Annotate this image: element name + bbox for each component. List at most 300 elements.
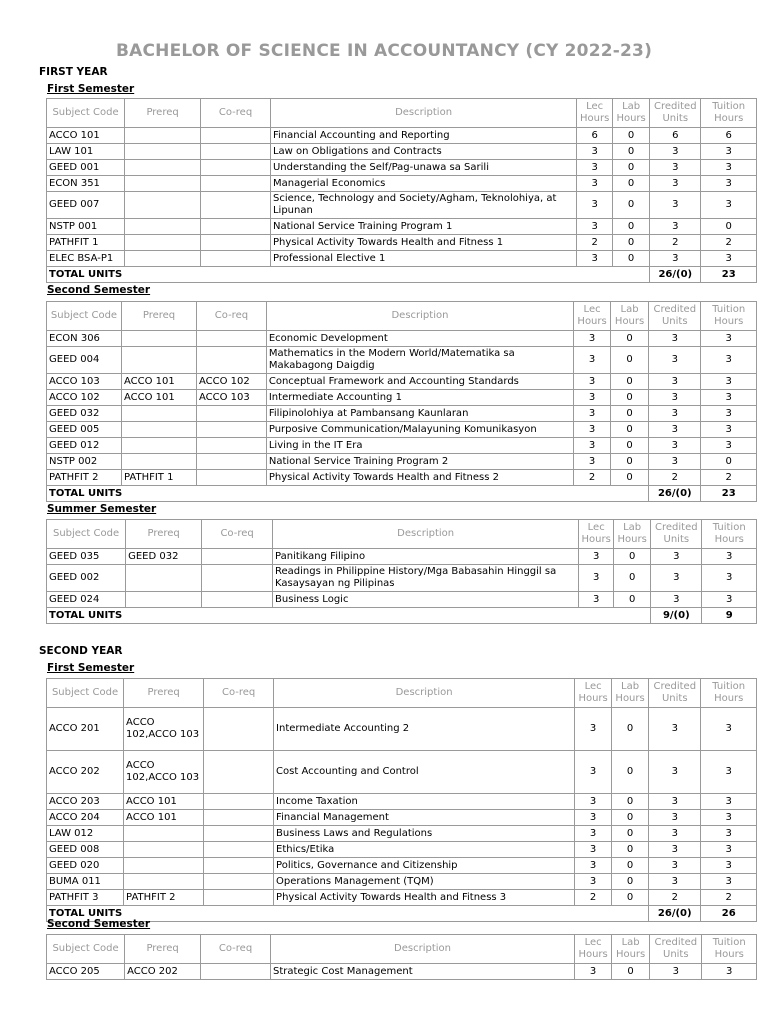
- cell-prereq: [124, 842, 204, 858]
- cell-prereq: ACCO 202: [125, 964, 201, 980]
- cell-tuition: 3: [701, 842, 757, 858]
- cell-lab: 0: [612, 858, 649, 874]
- cell-code: ECON 306: [47, 331, 122, 347]
- cell-coreq: [201, 128, 271, 144]
- cell-lab: 0: [611, 438, 649, 454]
- cell-code: ELEC BSA-P1: [47, 251, 125, 267]
- cell-lab: 0: [613, 176, 650, 192]
- cell-lab: 0: [612, 874, 649, 890]
- column-header: Co-req: [202, 520, 273, 549]
- cell-desc: National Service Training Program 1: [270, 219, 576, 235]
- cell-lab: 0: [613, 235, 650, 251]
- cell-code: GEED 007: [47, 192, 125, 219]
- cell-units: 3: [650, 192, 701, 219]
- cell-code: ACCO 203: [47, 794, 124, 810]
- table-row: [47, 438, 757, 454]
- cell-code: NSTP 001: [47, 219, 125, 235]
- cell-lec: 3: [574, 347, 611, 374]
- cell-desc: Professional Elective 1: [270, 251, 576, 267]
- cell-units: 6: [650, 128, 701, 144]
- cell-coreq: [204, 810, 274, 826]
- cell-desc: Business Logic: [273, 592, 579, 608]
- cell-units: 3: [650, 160, 701, 176]
- cell-coreq: [197, 422, 267, 438]
- page-title: BACHELOR OF SCIENCE IN ACCOUNTANCY (CY 2022-23): [115, 41, 653, 61]
- column-header: Lec Hours: [575, 935, 612, 964]
- column-header: Prereq: [124, 679, 204, 708]
- curriculum-table: [46, 678, 757, 922]
- column-header: Lab Hours: [614, 520, 651, 549]
- cell-desc: Intermediate Accounting 2: [274, 708, 575, 751]
- cell-coreq: [201, 235, 271, 251]
- table-row: [47, 565, 757, 592]
- column-header: Description: [266, 302, 573, 331]
- cell-desc: Business Laws and Regulations: [274, 826, 575, 842]
- cell-units: 3: [649, 374, 701, 390]
- cell-desc: Physical Activity Towards Health and Fitness 1: [270, 235, 576, 251]
- cell-coreq: [204, 751, 274, 794]
- cell-lec: 3: [574, 374, 611, 390]
- cell-tuition: 3: [702, 549, 757, 565]
- column-header: Credited Units: [651, 520, 702, 549]
- total-label: TOTAL UNITS: [47, 486, 649, 502]
- year-heading: FIRST YEAR: [39, 66, 108, 78]
- semester-heading: First Semester: [47, 662, 135, 674]
- cell-lec: 2: [577, 235, 613, 251]
- cell-tuition: 3: [701, 192, 757, 219]
- cell-code: GEED 032: [47, 406, 122, 422]
- column-header: Description: [270, 99, 576, 128]
- cell-lab: 0: [611, 470, 649, 486]
- column-header: Lec Hours: [575, 679, 612, 708]
- cell-lab: 0: [612, 890, 649, 906]
- cell-desc: Conceptual Framework and Accounting Standards: [266, 374, 573, 390]
- table-row: [47, 842, 757, 858]
- cell-prereq: PATHFIT 2: [124, 890, 204, 906]
- column-header: Co-req: [201, 99, 271, 128]
- column-header: Tuition Hours: [702, 935, 757, 964]
- cell-lab: 0: [612, 751, 649, 794]
- cell-units: 3: [651, 592, 702, 608]
- cell-lec: 3: [575, 842, 612, 858]
- table-row: [47, 251, 757, 267]
- cell-desc: Economic Development: [266, 331, 573, 347]
- curriculum-table: [46, 98, 757, 283]
- cell-units: 3: [649, 751, 701, 794]
- cell-coreq: [197, 331, 267, 347]
- cell-lec: 3: [574, 406, 611, 422]
- cell-desc: National Service Training Program 2: [266, 454, 573, 470]
- table-row: [47, 347, 757, 374]
- cell-lab: 0: [612, 964, 650, 980]
- cell-coreq: [201, 964, 271, 980]
- cell-tuition: 6: [701, 128, 757, 144]
- cell-code: GEED 002: [47, 565, 126, 592]
- table-row: [47, 406, 757, 422]
- curriculum-table: [46, 519, 757, 624]
- cell-code: LAW 101: [47, 144, 125, 160]
- column-header: Credited Units: [649, 302, 701, 331]
- cell-prereq: [124, 874, 204, 890]
- cell-desc: Understanding the Self/Pag-unawa sa Sarili: [270, 160, 576, 176]
- cell-lab: 0: [614, 565, 651, 592]
- cell-code: GEED 001: [47, 160, 125, 176]
- column-header: Lab Hours: [612, 935, 650, 964]
- cell-desc: Financial Accounting and Reporting: [270, 128, 576, 144]
- cell-code: ACCO 103: [47, 374, 122, 390]
- column-header: Lec Hours: [577, 99, 613, 128]
- cell-prereq: [125, 176, 201, 192]
- cell-units: 3: [649, 874, 701, 890]
- total-units: 26/(0): [649, 486, 701, 502]
- cell-units: 3: [649, 708, 701, 751]
- semester-heading: Second Semester: [47, 284, 151, 296]
- header-row: [47, 520, 757, 549]
- cell-desc: Intermediate Accounting 1: [266, 390, 573, 406]
- cell-lec: 3: [574, 390, 611, 406]
- cell-units: 3: [649, 406, 701, 422]
- cell-units: 3: [649, 842, 701, 858]
- cell-lab: 0: [611, 406, 649, 422]
- cell-units: 2: [650, 235, 701, 251]
- cell-coreq: [201, 144, 271, 160]
- table-row: [47, 454, 757, 470]
- cell-desc: Operations Management (TQM): [274, 874, 575, 890]
- cell-code: ACCO 201: [47, 708, 124, 751]
- cell-desc: Managerial Economics: [270, 176, 576, 192]
- cell-lab: 0: [613, 160, 650, 176]
- cell-code: ACCO 102: [47, 390, 122, 406]
- cell-lec: 2: [575, 890, 612, 906]
- cell-units: 3: [649, 858, 701, 874]
- cell-lab: 0: [611, 347, 649, 374]
- cell-code: ACCO 101: [47, 128, 125, 144]
- cell-prereq: [122, 406, 197, 422]
- column-header: Lec Hours: [574, 302, 611, 331]
- column-header: Prereq: [122, 302, 197, 331]
- cell-tuition: 3: [702, 592, 757, 608]
- cell-tuition: 0: [701, 454, 757, 470]
- header-row: [47, 99, 757, 128]
- cell-coreq: [197, 406, 267, 422]
- cell-coreq: [201, 219, 271, 235]
- table-row: [47, 751, 757, 794]
- total-row: [47, 906, 757, 922]
- table-row: [47, 794, 757, 810]
- column-header: Tuition Hours: [701, 679, 757, 708]
- cell-tuition: 3: [701, 874, 757, 890]
- cell-units: 3: [649, 454, 701, 470]
- cell-coreq: [201, 192, 271, 219]
- cell-code: PATHFIT 3: [47, 890, 124, 906]
- cell-desc: Science, Technology and Society/Agham, Teknolohiya, at Lipunan: [270, 192, 576, 219]
- cell-units: 3: [649, 438, 701, 454]
- header-row: [47, 302, 757, 331]
- table-row: [47, 826, 757, 842]
- total-label: TOTAL UNITS: [47, 906, 649, 922]
- cell-units: 3: [650, 219, 701, 235]
- total-tuition: 23: [701, 486, 757, 502]
- column-header: Co-req: [197, 302, 267, 331]
- table-row: [47, 390, 757, 406]
- column-header: Tuition Hours: [701, 99, 757, 128]
- header-row: [47, 935, 757, 964]
- cell-lec: 3: [575, 826, 612, 842]
- semester-heading: Summer Semester: [47, 503, 157, 515]
- cell-coreq: [204, 858, 274, 874]
- total-tuition: 9: [702, 608, 757, 624]
- cell-lec: 3: [579, 592, 614, 608]
- cell-units: 3: [650, 144, 701, 160]
- cell-code: GEED 024: [47, 592, 126, 608]
- cell-prereq: [122, 422, 197, 438]
- column-header: Prereq: [125, 99, 201, 128]
- cell-coreq: [197, 438, 267, 454]
- table-row: [47, 592, 757, 608]
- cell-units: 3: [650, 964, 702, 980]
- cell-lab: 0: [612, 810, 649, 826]
- cell-lec: 3: [574, 422, 611, 438]
- cell-tuition: 3: [701, 331, 757, 347]
- cell-lec: 3: [579, 549, 614, 565]
- column-header: Lab Hours: [613, 99, 650, 128]
- cell-tuition: 2: [701, 890, 757, 906]
- cell-lec: 3: [574, 438, 611, 454]
- cell-tuition: 3: [701, 374, 757, 390]
- cell-prereq: [125, 144, 201, 160]
- cell-desc: Law on Obligations and Contracts: [270, 144, 576, 160]
- cell-tuition: 3: [701, 751, 757, 794]
- table-row: [47, 374, 757, 390]
- cell-code: PATHFIT 2: [47, 470, 122, 486]
- cell-tuition: 3: [701, 810, 757, 826]
- cell-units: 2: [649, 890, 701, 906]
- cell-lab: 0: [613, 219, 650, 235]
- cell-units: 3: [651, 549, 702, 565]
- cell-coreq: [204, 826, 274, 842]
- cell-coreq: [201, 251, 271, 267]
- cell-prereq: [122, 331, 197, 347]
- cell-desc: Financial Management: [274, 810, 575, 826]
- cell-units: 3: [649, 810, 701, 826]
- total-label: TOTAL UNITS: [47, 608, 651, 624]
- table-row: [47, 470, 757, 486]
- cell-lec: 3: [577, 144, 613, 160]
- cell-units: 3: [650, 176, 701, 192]
- cell-coreq: [201, 176, 271, 192]
- table-row: [47, 160, 757, 176]
- table-row: [47, 810, 757, 826]
- cell-lec: 3: [577, 176, 613, 192]
- total-tuition: 23: [701, 267, 757, 283]
- cell-desc: Readings in Philippine History/Mga Babasahin Hinggil sa Kasaysayan ng Pilipinas: [273, 565, 579, 592]
- cell-tuition: 3: [702, 964, 757, 980]
- cell-prereq: [122, 454, 197, 470]
- cell-desc: Mathematics in the Modern World/Matematika sa Makabagong Daigdig: [266, 347, 573, 374]
- column-header: Subject Code: [47, 520, 126, 549]
- cell-lab: 0: [611, 331, 649, 347]
- cell-desc: Income Taxation: [274, 794, 575, 810]
- total-row: [47, 267, 757, 283]
- cell-prereq: [125, 160, 201, 176]
- table-row: [47, 549, 757, 565]
- cell-coreq: [197, 454, 267, 470]
- table-row: [47, 890, 757, 906]
- cell-lab: 0: [611, 390, 649, 406]
- cell-tuition: 3: [701, 406, 757, 422]
- column-header: Lab Hours: [612, 679, 649, 708]
- cell-code: GEED 035: [47, 549, 126, 565]
- column-header: Description: [273, 520, 579, 549]
- table-row: [47, 192, 757, 219]
- cell-desc: Living in the IT Era: [266, 438, 573, 454]
- column-header: Subject Code: [47, 935, 125, 964]
- column-header: Subject Code: [47, 99, 125, 128]
- cell-desc: Physical Activity Towards Health and Fitness 3: [274, 890, 575, 906]
- cell-coreq: [197, 470, 267, 486]
- cell-lec: 3: [574, 331, 611, 347]
- table-row: [47, 422, 757, 438]
- cell-code: GEED 012: [47, 438, 122, 454]
- column-header: Subject Code: [47, 679, 124, 708]
- header-row: [47, 679, 757, 708]
- table-row: [47, 176, 757, 192]
- column-header: Lec Hours: [579, 520, 614, 549]
- cell-lec: 2: [574, 470, 611, 486]
- cell-code: GEED 004: [47, 347, 122, 374]
- cell-desc: Purposive Communication/Malayuning Komunikasyon: [266, 422, 573, 438]
- cell-tuition: 3: [701, 858, 757, 874]
- column-header: Description: [274, 679, 575, 708]
- table-row: [47, 964, 757, 980]
- cell-prereq: [125, 192, 201, 219]
- cell-units: 3: [649, 331, 701, 347]
- column-header: Prereq: [125, 935, 201, 964]
- cell-lec: 3: [577, 192, 613, 219]
- cell-coreq: [201, 160, 271, 176]
- table-row: [47, 708, 757, 751]
- column-header: Credited Units: [649, 679, 701, 708]
- cell-units: 3: [649, 390, 701, 406]
- cell-tuition: 3: [701, 794, 757, 810]
- cell-prereq: [125, 235, 201, 251]
- cell-lec: 3: [577, 219, 613, 235]
- cell-code: ECON 351: [47, 176, 125, 192]
- cell-tuition: 3: [701, 251, 757, 267]
- cell-lab: 0: [613, 128, 650, 144]
- cell-code: ACCO 202: [47, 751, 124, 794]
- cell-coreq: [202, 565, 273, 592]
- curriculum-table: [46, 301, 757, 502]
- cell-lab: 0: [612, 794, 649, 810]
- cell-code: GEED 020: [47, 858, 124, 874]
- total-units: 26/(0): [650, 267, 701, 283]
- cell-lec: 3: [577, 251, 613, 267]
- cell-coreq: [204, 890, 274, 906]
- cell-desc: Filipinolohiya at Pambansang Kaunlaran: [266, 406, 573, 422]
- cell-desc: Physical Activity Towards Health and Fitness 2: [266, 470, 573, 486]
- total-units: 26/(0): [649, 906, 701, 922]
- cell-prereq: ACCO 101: [122, 374, 197, 390]
- cell-prereq: [125, 128, 201, 144]
- cell-tuition: 0: [701, 219, 757, 235]
- cell-code: BUMA 011: [47, 874, 124, 890]
- cell-coreq: [202, 549, 273, 565]
- cell-lab: 0: [614, 549, 651, 565]
- cell-units: 3: [649, 826, 701, 842]
- cell-units: 3: [649, 794, 701, 810]
- cell-lec: 6: [577, 128, 613, 144]
- total-row: [47, 486, 757, 502]
- column-header: Co-req: [201, 935, 271, 964]
- cell-coreq: [202, 592, 273, 608]
- cell-tuition: 3: [701, 422, 757, 438]
- cell-lec: 3: [575, 810, 612, 826]
- cell-desc: Panitikang Filipino: [273, 549, 579, 565]
- cell-coreq: [204, 874, 274, 890]
- cell-code: ACCO 205: [47, 964, 125, 980]
- cell-lec: 3: [575, 794, 612, 810]
- cell-lec: 3: [577, 160, 613, 176]
- table-row: [47, 858, 757, 874]
- cell-code: NSTP 002: [47, 454, 122, 470]
- cell-lab: 0: [613, 251, 650, 267]
- column-header: Subject Code: [47, 302, 122, 331]
- cell-desc: Politics, Governance and Citizenship: [274, 858, 575, 874]
- year-heading: SECOND YEAR: [39, 645, 123, 657]
- column-header: Credited Units: [650, 99, 701, 128]
- cell-lab: 0: [611, 454, 649, 470]
- cell-coreq: [204, 794, 274, 810]
- table-row: [47, 331, 757, 347]
- cell-prereq: ACCO 102,ACCO 103: [124, 708, 204, 751]
- cell-prereq: ACCO 101: [122, 390, 197, 406]
- cell-units: 2: [649, 470, 701, 486]
- cell-prereq: [126, 592, 202, 608]
- cell-lab: 0: [612, 842, 649, 858]
- cell-lec: 3: [575, 751, 612, 794]
- cell-prereq: PATHFIT 1: [122, 470, 197, 486]
- cell-prereq: ACCO 102,ACCO 103: [124, 751, 204, 794]
- cell-tuition: 3: [701, 176, 757, 192]
- total-row: [47, 608, 757, 624]
- column-header: Lab Hours: [611, 302, 649, 331]
- cell-prereq: [126, 565, 202, 592]
- cell-prereq: [122, 347, 197, 374]
- cell-prereq: [125, 251, 201, 267]
- cell-units: 3: [650, 251, 701, 267]
- cell-prereq: [122, 438, 197, 454]
- cell-tuition: 3: [701, 390, 757, 406]
- column-header: Tuition Hours: [702, 520, 757, 549]
- cell-coreq: [204, 708, 274, 751]
- cell-units: 3: [649, 422, 701, 438]
- cell-tuition: 3: [701, 144, 757, 160]
- cell-lec: 3: [579, 565, 614, 592]
- column-header: Prereq: [126, 520, 202, 549]
- cell-tuition: 3: [701, 708, 757, 751]
- cell-lec: 3: [575, 858, 612, 874]
- cell-code: ACCO 204: [47, 810, 124, 826]
- cell-prereq: ACCO 101: [124, 810, 204, 826]
- cell-tuition: 3: [701, 826, 757, 842]
- cell-units: 3: [651, 565, 702, 592]
- cell-units: 3: [649, 347, 701, 374]
- table-row: [47, 219, 757, 235]
- cell-desc: Cost Accounting and Control: [274, 751, 575, 794]
- cell-tuition: 3: [701, 160, 757, 176]
- column-header: Description: [270, 935, 574, 964]
